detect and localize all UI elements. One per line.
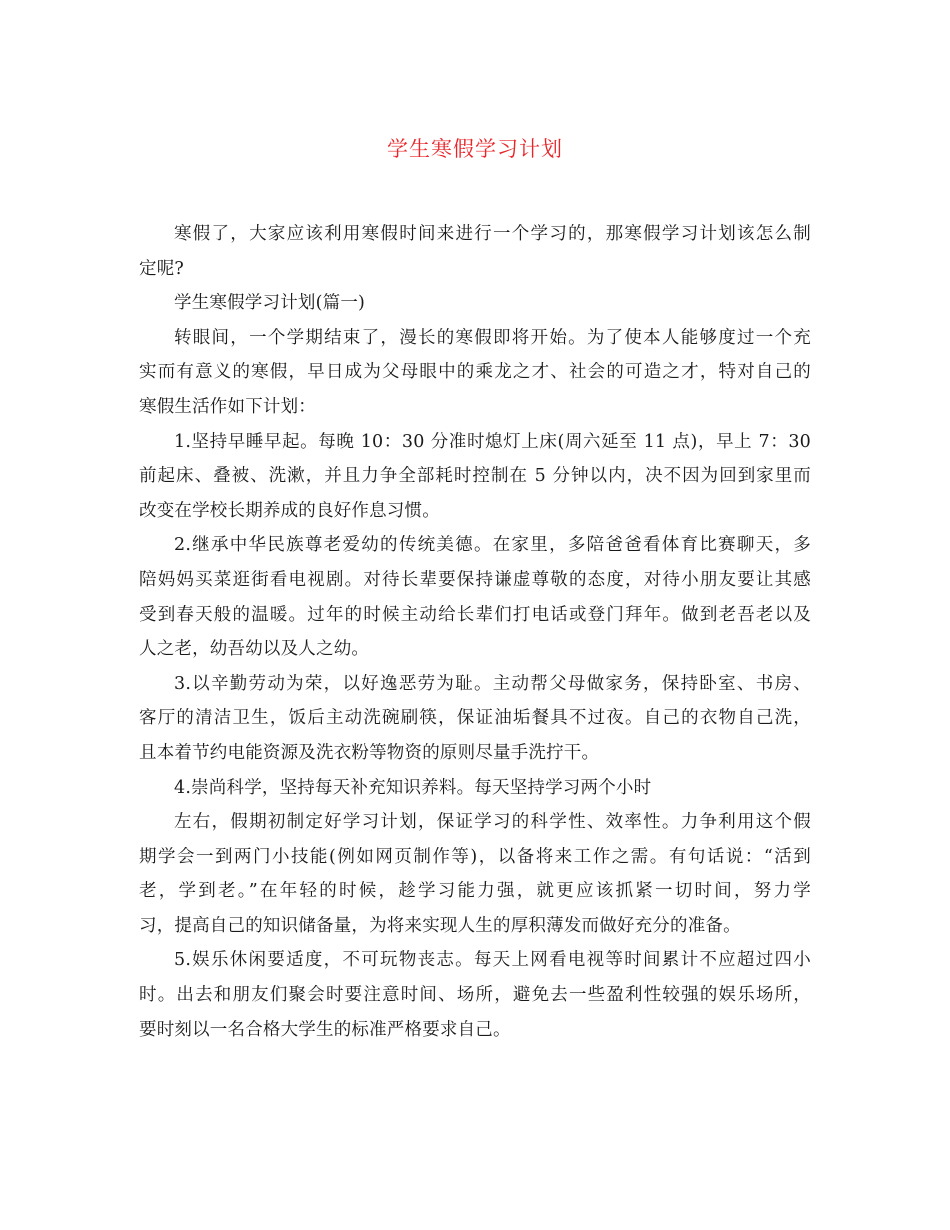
paragraph-line: 定呢?	[139, 258, 184, 279]
paragraph-line: 改变在学校长期养成的良好作息习惯。	[139, 500, 440, 521]
paragraph-line: 时。出去和朋友们聚会时要注意时间、场所，避免去一些盈利性较强的娱乐场所，	[139, 985, 811, 1006]
paragraph-line: 客厅的清洁卫生，饭后主动洗碗刷筷，保证油垢餐具不过夜。自己的衣物自己洗，	[139, 708, 811, 729]
paragraph-line: 3.以辛勤劳动为荣，以好逸恶劳为耻。主动帮父母做家务，保持卧室、书房、	[174, 673, 811, 694]
paragraph-line: 5.娱乐休闲要适度，不可玩物丧志。每天上网看电视等时间累计不应超过四小	[174, 950, 811, 971]
paragraph-line: 转眼间，一个学期结束了，漫长的寒假即将开始。为了使本人能够度过一个充	[174, 327, 811, 348]
paragraph-line: 寒假生活作如下计划：	[139, 396, 316, 417]
paragraph-line: 要时刻以一名合格大学生的标准严格要求自己。	[139, 1019, 511, 1040]
paragraph-line: 期学会一到两门小技能(例如网页制作等)，以备将来工作之需。有句话说：“活到	[139, 846, 811, 867]
paragraph-line: 实而有意义的寒假，早日成为父母眼中的乘龙之才、社会的可造之才，特对自己的	[139, 362, 811, 383]
paragraph-line: 1.坚持早睡早起。每晚 10：30 分准时熄灯上床(周六延至 11 点)，早上 7：30	[174, 431, 811, 452]
paragraph-line: 4.崇尚科学，坚持每天补充知识养料。每天坚持学习两个小时	[174, 777, 652, 798]
document-title: 学生寒假学习计划	[387, 137, 563, 161]
document-body	[139, 217, 811, 1047]
paragraph-line: 习，提高自己的知识储备量，为将来实现人生的厚积薄发而做好充分的准备。	[139, 915, 741, 936]
paragraph-line: 学生寒假学习计划(篇一)	[174, 293, 366, 314]
paragraph-line: 2.继承中华民族尊老爱幼的传统美德。在家里，多陪爸爸看体育比赛聊天，多	[174, 535, 811, 556]
paragraph-line: 陪妈妈买菜逛街看电视剧。对待长辈要保持谦虚尊敬的态度，对待小朋友要让其感	[139, 569, 811, 590]
paragraph-line: 寒假了，大家应该利用寒假时间来进行一个学习的，那寒假学习计划该怎么制	[174, 224, 811, 244]
paragraph-line: 前起床、叠被、洗漱，并且力争全部耗时控制在 5 分钟以内，决不因为回到家里而	[139, 466, 811, 487]
paragraph-line: 且本着节约电能资源及洗衣粉等物资的原则尽量手洗拧干。	[139, 742, 600, 763]
paragraph-line: 左右，假期初制定好学习计划，保证学习的科学性、效率性。力争利用这个假	[174, 812, 811, 833]
paragraph-line: 受到春天般的温暖。过年的时候主动给长辈们打电话或登门拜年。做到老吾老以及	[139, 604, 811, 625]
paragraph-line: 老，学到老。”在年轻的时候，趁学习能力强，就更应该抓紧一切时间，努力学	[139, 881, 811, 902]
paragraph-line: 人之老，幼吾幼以及人之幼。	[139, 639, 370, 660]
